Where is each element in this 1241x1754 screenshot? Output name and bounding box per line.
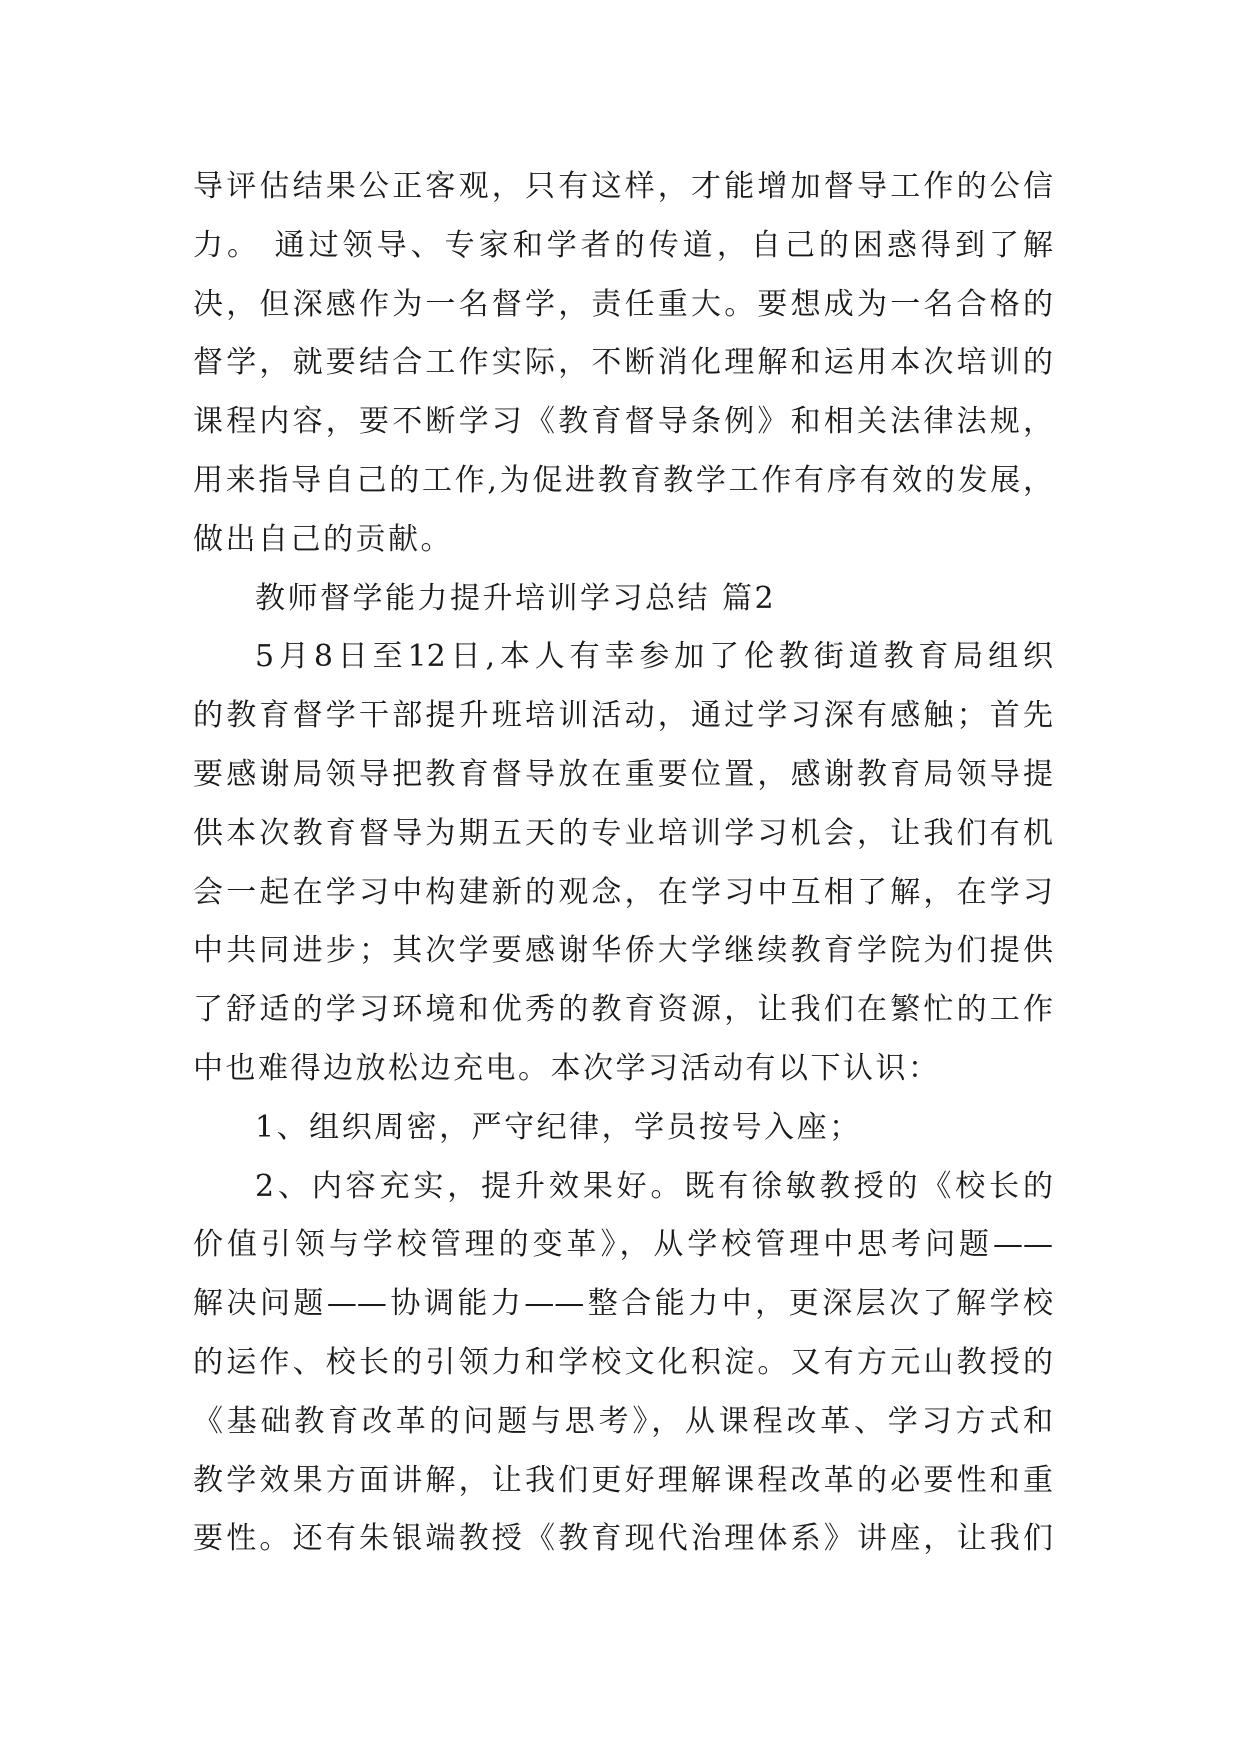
section-heading: 教师督学能力提升培训学习总结 篇2 — [255, 580, 777, 616]
text-line: 价值引领与学校管理的变革》，从学校管理中思考问题—— — [193, 1227, 1053, 1263]
text-line: 教学效果方面讲解，让我们更好理解课程改革的必要性和重 — [193, 1462, 1053, 1498]
text-line: 做出自己的贡献。 — [193, 521, 453, 557]
text-line: 导评估结果公正客观，只有这样，才能增加督导工作的公信 — [193, 169, 1053, 204]
text-line: 《基础教育改革的问题与思考》，从课程改革、学习方式和 — [193, 1403, 1053, 1439]
text-line: 用来指导自己的工作,为促进教育教学工作有序有效的发展， — [193, 462, 1053, 498]
text-line: 督学，就要结合工作实际，不断消化理解和运用本次培训的 — [193, 345, 1053, 381]
text-line: 要性。还有朱银端教授《教育现代治理体系》讲座，让我们 — [193, 1521, 1053, 1557]
text-line: 要感谢局领导把教育督导放在重要位置，感谢教育局领导提 — [193, 756, 1053, 792]
list-item: 1、组织周密，严守纪律，学员按号入座； — [255, 1109, 862, 1145]
text-line: 会一起在学习中构建新的观念，在学习中互相了解，在学习 — [193, 874, 1053, 910]
text-line: 5月8日至12日,本人有幸参加了伦教街道教育局组织 — [255, 639, 1053, 675]
text-line: 决，但深感作为一名督学，责任重大。要想成为一名合格的 — [193, 286, 1053, 322]
text-line: 的运作、校长的引领力和学校文化积淀。又有方元山教授的 — [193, 1344, 1053, 1380]
text-line: 课程内容，要不断学习《教育督导条例》和相关法律法规， — [193, 404, 1053, 440]
body-text — [193, 158, 1053, 1569]
text-line: 了舒适的学习环境和优秀的教育资源，让我们在繁忙的工作 — [193, 992, 1053, 1028]
text-line: 供本次教育督导为期五天的专业培训学习机会，让我们有机 — [193, 815, 1053, 851]
text-line: 中共同进步；其次学要感谢华侨大学继续教育学院为们提供 — [193, 933, 1053, 969]
text-line: 力。 通过领导、专家和学者的传道，自己的困惑得到了解 — [193, 227, 1053, 263]
text-line: 解决问题——协调能力——整合能力中，更深层次了解学校 — [193, 1286, 1053, 1322]
text-line: 的教育督学干部提升班培训活动，通过学习深有感触；首先 — [193, 698, 1053, 734]
list-item: 2、内容充实，提升效果好。既有徐敏教授的《校长的 — [255, 1168, 1053, 1204]
text-line: 中也难得边放松边充电。本次学习活动有以下认识： — [193, 1050, 941, 1086]
